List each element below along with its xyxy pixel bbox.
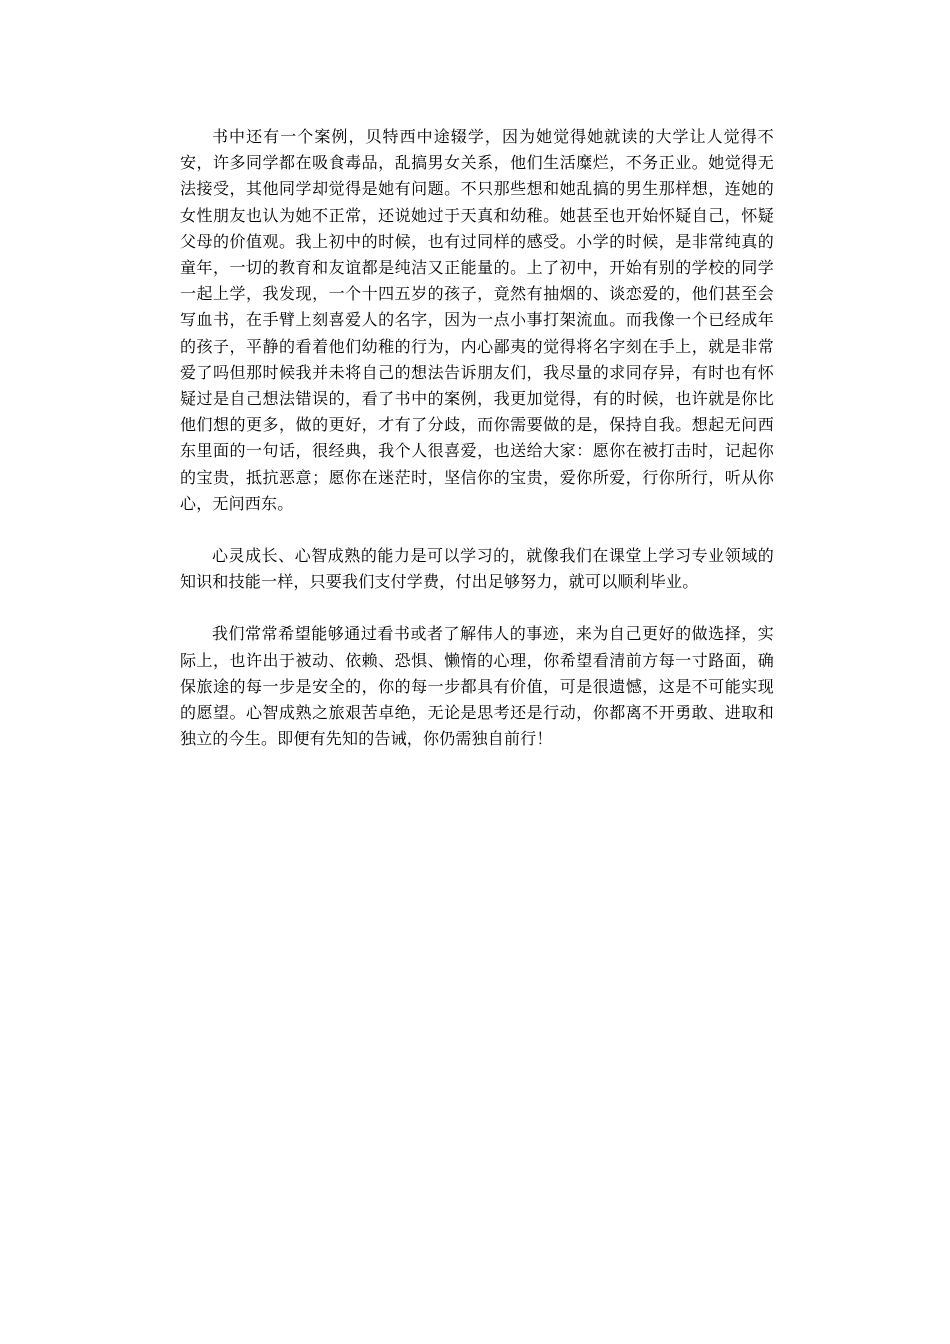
body-text [180,124,774,778]
paragraph-2: 心灵成长、心智成熟的能力是可以学习的，就像我们在课堂上学习专业领域的知识和技能一样，只要我们支付学费，付出足够努力，就可以顺利毕业。 [180,546,774,592]
paragraph-3: 我们常常希望能够通过看书或者了解伟人的事迹，来为自己更好的做选择，实际上，也许出于被动、依赖、恐惧、懒惰的心理，你希望看清前方每一寸路面，确保旅途的每一步是安全的，你的每一步都具有价值，可是很遗憾，这是不可能实现的愿望。心智成熟之旅艰苦卓绝，无论是思考还是行动，你都离不开勇敢、进取和独立的今生。即便有先知的告诫，你仍需独自前行！ [180,624,774,749]
paragraph-1: 书中还有一个案例，贝特西中途辍学，因为她觉得她就读的大学让人觉得不安，许多同学都在吸食毒品，乱搞男女关系，他们生活糜烂，不务正业。她觉得无法接受，其他同学却觉得是她有问题。不只那些想和她乱搞的男生那样想，连她的女性朋友也认为她不正常，还说她过于天真和幼稚。她甚至也开始怀疑自己，怀疑父母的价值观。我上初中的时候，也有过同样的感受。小学的时候，是非常纯真的童年，一切的教育和友谊都是纯洁又正能量的。上了初中，开始有别的学校的同学一起上学，我发现，一个十四五岁的孩子，竟然有抽烟的、谈恋爱的，他们甚至会写血书，在手臂上刻喜爱人的名字，因为一点小事打架流血。而我像一个已经成年的孩子，平静的看着他们幼稚的行为，内心鄙夷的觉得将名字刻在手上，就是非常爱了吗但那时候我并未将自己的想法告诉朋友们，我尽量的求同存异，有时也有怀疑过是自己想法错误的，看了书中的案例，我更加觉得，有的时候，也许就是你比他们想的更多，做的更好，才有了分歧，而你需要做的是，保持自我。想起无问西东里面的一句话，很经典，我个人很喜爱，也送给大家：愿你在被打击时，记起你的宝贵，抵抗恶意；愿你在迷茫时，坚信你的宝贵，爱你所爱，行你所行，听从你心，无问西东。 [180,127,774,513]
